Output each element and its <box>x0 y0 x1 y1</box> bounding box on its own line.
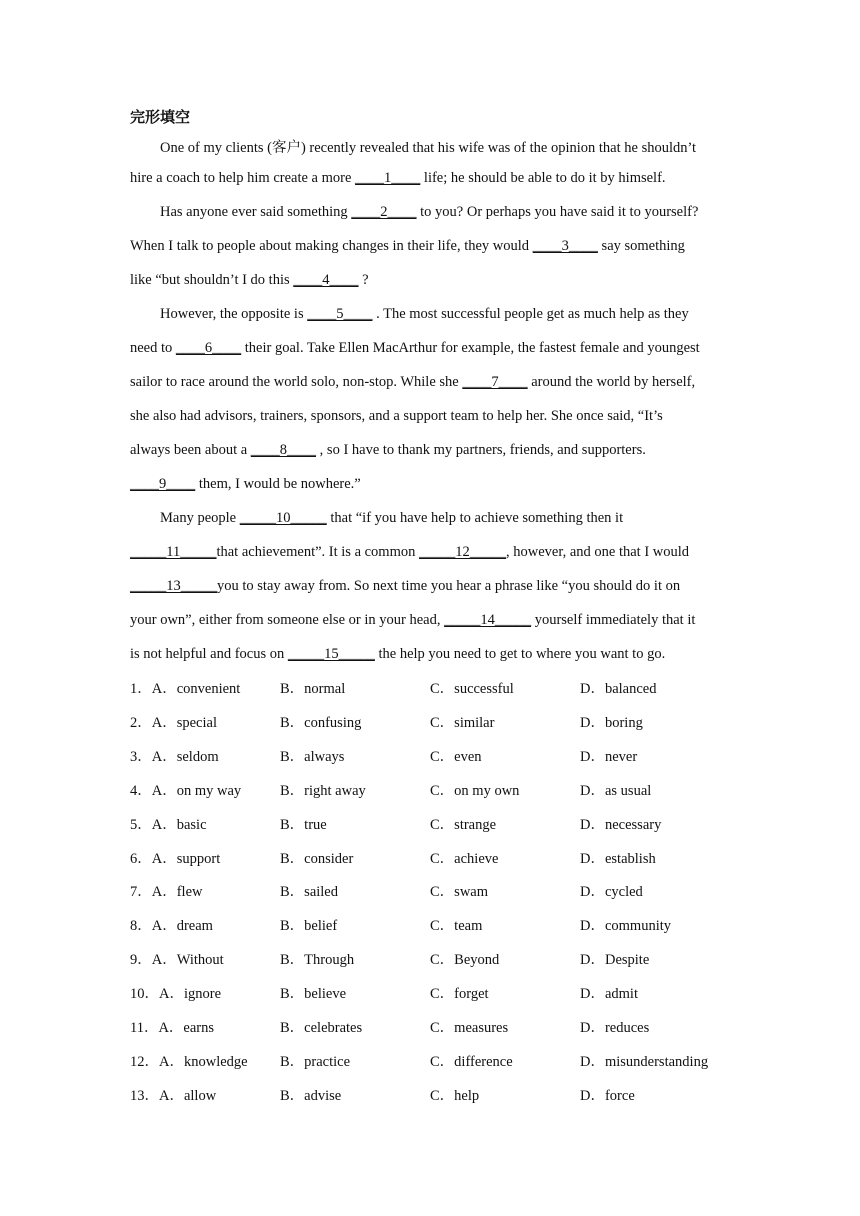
passage-text: that achievement”. It is a common <box>216 544 419 560</box>
blank: ____9____ <box>130 476 196 492</box>
passage-line <box>130 612 695 629</box>
option-d: D．boring <box>580 714 643 731</box>
option-a: 9．A．Without <box>130 952 224 969</box>
option-d: D．reduces <box>580 1020 650 1036</box>
passage-text: you to stay away from. So next time you hear a phrase like “you should do it on <box>217 578 681 594</box>
option-c: C．difference <box>430 1053 513 1070</box>
passage-text: like “but shouldn’t I do this <box>130 272 294 288</box>
passage-text: Many people <box>160 510 240 526</box>
option-row <box>130 880 750 900</box>
passage-text: their goal. Take Ellen MacArthur for example, the fastest female and youngest <box>241 340 700 356</box>
option-row <box>130 1084 750 1104</box>
option-row <box>130 711 750 731</box>
passage-text: is not helpful and focus on <box>130 646 288 662</box>
blank: _____12_____ <box>419 544 506 560</box>
option-d: D．community <box>580 918 672 935</box>
passage-text: say something <box>597 238 685 254</box>
option-a: 1．A．convenient <box>130 681 241 697</box>
passage-line <box>130 170 666 187</box>
option-c: C．measures <box>430 1020 509 1036</box>
passage-text: , however, and one that I would <box>506 544 690 560</box>
option-a: 13．A．allow <box>130 1087 217 1104</box>
passage-line <box>130 646 665 663</box>
option-d: D．necessary <box>580 816 662 833</box>
passage-text: yourself immediately that it <box>531 612 696 628</box>
option-row <box>130 982 750 1002</box>
passage-text: Has anyone ever said something <box>160 204 352 220</box>
option-c: C．Beyond <box>430 952 500 969</box>
passage-text: One of my clients (客户) recently revealed that his wife was of the opinion that he shouldn’t <box>160 140 697 156</box>
option-b: B．always <box>280 748 345 765</box>
blank: _____10_____ <box>239 510 327 526</box>
passage-line <box>130 340 700 357</box>
option-a: 11．A．earns <box>130 1020 215 1036</box>
option-d: D．balanced <box>580 681 657 697</box>
passage-line <box>160 510 623 527</box>
passage-text: to you? Or perhaps you have said it to yourself? <box>416 204 699 220</box>
passage-text: When I talk to people about making changes in their life, they would <box>130 238 533 254</box>
option-a: 7．A．flew <box>130 884 203 901</box>
passage-line <box>130 374 695 391</box>
option-d: D．admit <box>580 986 638 1003</box>
passage-text: she also had advisors, trainers, sponsors, and a support team to help her. She once said, “It’s <box>130 408 663 424</box>
passage-line <box>130 578 680 595</box>
option-c: C．on my own <box>430 782 520 799</box>
option-b: B．celebrates <box>280 1020 363 1036</box>
option-c: C．swam <box>430 884 488 901</box>
option-c: C．forget <box>430 986 489 1003</box>
option-a: 4．A．on my way <box>130 782 242 799</box>
passage-text: However, the opposite is <box>160 306 308 322</box>
option-a: 6．A．support <box>130 850 221 867</box>
option-a: 8．A．dream <box>130 918 213 935</box>
passage-line <box>130 408 663 425</box>
passage-text: . The most successful people get as much help as they <box>372 306 689 322</box>
blank: ____3____ <box>532 238 598 254</box>
option-row <box>130 677 750 697</box>
option-a: 2．A．special <box>130 714 217 731</box>
blank: ____7____ <box>462 374 528 390</box>
option-c: C．help <box>430 1087 480 1104</box>
option-row <box>130 813 750 833</box>
option-d: D．cycled <box>580 884 643 901</box>
blank: ____8____ <box>250 442 317 458</box>
option-d: D．as usual <box>580 782 652 799</box>
option-b: B．right away <box>280 782 366 799</box>
option-d: D．never <box>580 748 638 765</box>
option-c: C．team <box>430 918 483 935</box>
option-d: D．misunderstanding <box>580 1053 709 1070</box>
passage-line <box>130 238 685 255</box>
option-a: 10．A．ignore <box>130 986 222 1003</box>
option-a: 3．A．seldom <box>130 748 219 765</box>
passage-text: the help you need to get to where you want to go. <box>374 646 666 662</box>
option-b: B．confusing <box>280 714 362 731</box>
passage-text: sailor to race around the world solo, non-stop. While she <box>130 374 463 390</box>
passage-text: ? <box>358 272 369 288</box>
option-c: C．strange <box>430 816 497 833</box>
option-row <box>130 745 750 765</box>
passage-line <box>130 272 369 289</box>
blank: _____13_____ <box>130 578 217 594</box>
option-b: B．practice <box>280 1053 351 1070</box>
passage-text: life; he should be able to do it by himself. <box>420 170 666 186</box>
passage-text: them, I would be nowhere.” <box>195 476 361 492</box>
option-b: B．true <box>280 816 327 833</box>
passage-line <box>130 476 361 493</box>
blank: ____1____ <box>355 170 421 186</box>
option-row <box>130 1016 750 1036</box>
option-c: C．achieve <box>430 850 499 867</box>
section-title: 完形填空 <box>130 108 191 126</box>
passage-line <box>130 442 646 459</box>
option-d: D．establish <box>580 850 656 867</box>
passage-text: always been about a <box>130 442 251 458</box>
option-c: C．successful <box>430 681 514 697</box>
passage-text: , so I have to thank my partners, friends, and supporters. <box>316 442 646 458</box>
passage-line <box>130 544 689 561</box>
passage-line <box>160 306 689 323</box>
option-c: C．similar <box>430 714 495 731</box>
passage-text: around the world by herself, <box>527 374 696 390</box>
blank: _____11_____ <box>130 544 217 560</box>
blank: _____15_____ <box>287 646 375 662</box>
option-b: B．consider <box>280 850 354 867</box>
option-row <box>130 779 750 799</box>
option-d: D．Despite <box>580 952 650 969</box>
passage-text: that “if you have help to achieve something then it <box>326 510 624 526</box>
passage-text: your own”, either from someone else or in your head, <box>130 612 445 628</box>
option-b: B．advise <box>280 1087 342 1104</box>
passage-line <box>160 204 698 221</box>
option-b: B．Through <box>280 952 355 969</box>
blank: ____5____ <box>307 306 373 322</box>
blank: ____4____ <box>293 272 359 288</box>
option-c: C．even <box>430 748 482 765</box>
blank: ____6____ <box>175 340 242 356</box>
option-a: 5．A．basic <box>130 816 207 833</box>
passage-text: hire a coach to help him create a more <box>130 170 356 186</box>
blank: ____2____ <box>351 204 417 220</box>
option-d: D．force <box>580 1087 635 1104</box>
option-b: B．belief <box>280 918 338 935</box>
option-b: B．sailed <box>280 884 338 901</box>
passage-text: need to <box>130 340 176 356</box>
option-row <box>130 847 750 867</box>
option-b: B．believe <box>280 986 347 1003</box>
option-a: 12．A．knowledge <box>130 1053 248 1070</box>
option-row <box>130 1050 750 1070</box>
option-row <box>130 948 750 968</box>
option-b: B．normal <box>280 681 346 697</box>
option-row <box>130 914 750 934</box>
blank: _____14_____ <box>444 612 532 628</box>
passage-line <box>160 136 696 157</box>
